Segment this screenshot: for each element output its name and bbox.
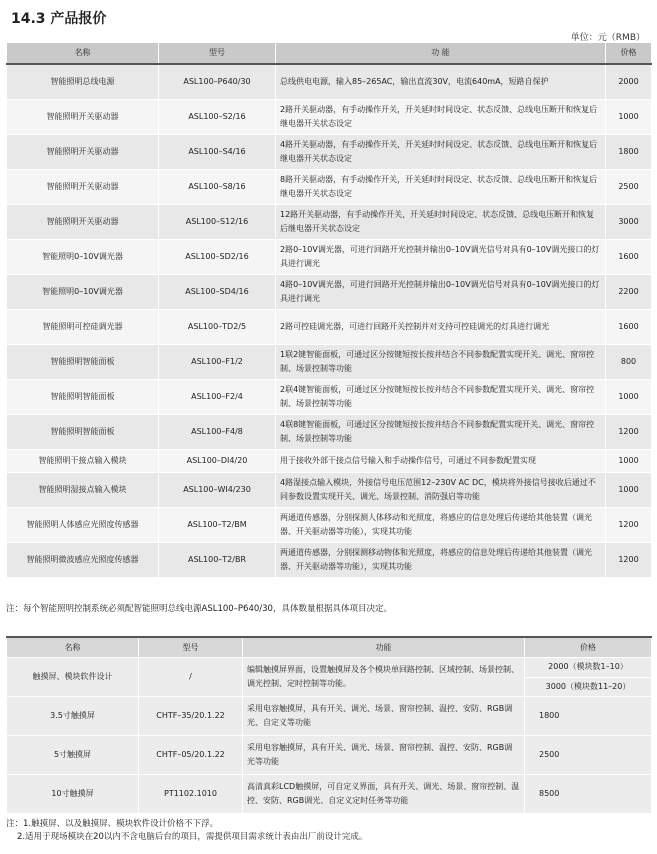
cell-name: 智能照明湿接点输入模块: [7, 473, 159, 508]
cell-function: 2路可控硅调光器，可进行回路开关控制并对支持可控硅调光的灯具进行调光: [276, 310, 606, 345]
cell-name: 智能照明可控硅调光器: [7, 310, 159, 345]
header-function: 功 能: [276, 43, 606, 65]
cell-model: ASL100–S12/16: [159, 205, 276, 240]
table-row: [7, 135, 652, 170]
cell-price: 2500: [525, 736, 652, 775]
cell-model: ASL100–S2/16: [159, 100, 276, 135]
price-table-lighting: [6, 42, 652, 578]
cell-name: 智能照明智能面板: [7, 345, 159, 380]
cell-model: ASL100–P640/30: [159, 64, 276, 100]
cell-model: ASL100–T2/BM: [159, 508, 276, 543]
cell-name: 智能照明开关驱动器: [7, 170, 159, 205]
header-name: 名称: [7, 43, 159, 65]
cell-name: 触摸屏、模块软件设计: [7, 658, 139, 697]
cell-price: 2000: [606, 64, 652, 100]
cell-name: 智能照明智能面板: [7, 415, 159, 450]
cell-function: 采用电容触摸屏，具有开关、调光、场景、窗帘控制、温控、安防、RGB调光、自定义等功能: [243, 697, 525, 736]
cell-price: 1600: [606, 310, 652, 345]
cell-name: 智能照明智能面板: [7, 380, 159, 415]
cell-price: 2000（模块数1–10）: [525, 658, 652, 678]
header-name: 名称: [7, 637, 139, 658]
cell-price: 1600: [606, 240, 652, 275]
cell-model: ASL100–SD4/16: [159, 275, 276, 310]
cell-model: ASL100–F2/4: [159, 380, 276, 415]
cell-price: 800: [606, 345, 652, 380]
table-row: [7, 775, 652, 814]
cell-model: ASL100–DI4/20: [159, 450, 276, 473]
cell-model: PT1102.1010: [139, 775, 243, 814]
table-row: [7, 736, 652, 775]
cell-model: /: [139, 658, 243, 697]
cell-price: 3000: [606, 205, 652, 240]
cell-name: 智能照明开关驱动器: [7, 100, 159, 135]
cell-function: 8路开关驱动器，有手动操作开关，开关延时时间设定、状态反馈、总线电压断开和恢复后继电器开关状态设定: [276, 170, 606, 205]
cell-name: 智能照明0–10V调光器: [7, 275, 159, 310]
cell-name: 智能照明0–10V调光器: [7, 240, 159, 275]
cell-price: 1200: [606, 543, 652, 578]
cell-price: 1200: [606, 508, 652, 543]
table-row: [7, 310, 652, 345]
cell-price: 1200: [606, 415, 652, 450]
cell-price: 1000: [606, 473, 652, 508]
cell-function: 2联4键智能面板，可通过区分按键短按长按并结合不同参数配置实现开关、调光、窗帘控制、场景控制等功能: [276, 380, 606, 415]
cell-function: 用于接收外部干接点信号输入和手动操作信号，可通过不同参数配置实现: [276, 450, 606, 473]
header-function: 功能: [243, 637, 525, 658]
note-touchscreen: [6, 818, 367, 844]
cell-price: 8500: [525, 775, 652, 814]
cell-model: CHTF–35/20.1.22: [139, 697, 243, 736]
table-row: [7, 543, 652, 578]
cell-function: 总线供电电源，输入85–265AC，输出直流30V，电流640mA，短路自保护: [276, 64, 606, 100]
section-title: 14.3 产品报价: [11, 11, 107, 27]
cell-name: 3.5寸触摸屏: [7, 697, 139, 736]
table-row: [7, 415, 652, 450]
cell-model: ASL100–S8/16: [159, 170, 276, 205]
cell-name: 智能照明微波感应光照度传感器: [7, 543, 159, 578]
cell-function: 采用电容触摸屏，具有开关、调光、场景、窗帘控制、温控、安防、RGB调光等功能: [243, 736, 525, 775]
table-row: [7, 240, 652, 275]
cell-model: ASL100–S4/16: [159, 135, 276, 170]
cell-name: 智能照明开关驱动器: [7, 205, 159, 240]
table-row: [7, 658, 652, 678]
table-row: [7, 473, 652, 508]
cell-name: 智能照明开关驱动器: [7, 135, 159, 170]
table1-body: [7, 64, 652, 578]
table-row: [7, 170, 652, 205]
currency-unit: 单位：元（RMB）: [570, 33, 645, 43]
table-row: [7, 697, 652, 736]
cell-function: 4联8键智能面板，可通过区分按键短按长按并结合不同参数配置实现开关、调光、窗帘控制、场景控制等功能: [276, 415, 606, 450]
cell-price: 1000: [606, 380, 652, 415]
cell-price: 1000: [606, 450, 652, 473]
cell-model: ASL100–F4/8: [159, 415, 276, 450]
cell-name: 智能照明总线电源: [7, 64, 159, 100]
cell-function: 4路0–10V调光器，可进行回路开光控制并输出0–10V调光信号对具有0–10V调光接口的灯具进行调光: [276, 275, 606, 310]
cell-function: 编辑触摸屏界面，设置触摸屏及各个模块单回路控制、区域控制、场景控制、调光控制、定时控制等功能。: [243, 658, 525, 697]
table-row: [7, 64, 652, 100]
cell-price: 3000（模块数11–20）: [525, 677, 652, 697]
cell-model: ASL100–F1/2: [159, 345, 276, 380]
cell-model: ASL100–WI4/230: [159, 473, 276, 508]
price-table-touchscreen: [6, 636, 652, 814]
cell-function: 1联2键智能面板，可通过区分按键短按长按并结合不同参数配置实现开关、调光、窗帘控制、场景控制等功能: [276, 345, 606, 380]
cell-model: ASL100–T2/BR: [159, 543, 276, 578]
cell-function: 两通道传感器，分别探测人体移动和光照度，将感应的信息处理后传递给其他装置（调光器、开关驱动器等功能），实现其功能: [276, 508, 606, 543]
table-row: [7, 508, 652, 543]
note-line-1: 注：1.触摸屏、以及触摸屏、模块软件设计价格不下浮。: [6, 819, 219, 829]
note-line-2: 2.适用于现场模块在20以内不含电脑后台的项目，需提供项目需求统计表由出厂前设计完成。: [17, 832, 368, 842]
cell-function: 2路0–10V调光器，可进行回路开光控制并输出0–10V调光信号对具有0–10V调光接口的灯具进行调光: [276, 240, 606, 275]
cell-model: ASL100–SD2/16: [159, 240, 276, 275]
header-price: 价格: [606, 43, 652, 65]
cell-name: 智能照明人体感应光照度传感器: [7, 508, 159, 543]
table-row: [7, 450, 652, 473]
cell-function: 2路开关驱动器，有手动操作开关，开关延时时间设定、状态反馈、总线电压断开和恢复后继电器开关状态设定: [276, 100, 606, 135]
cell-price: 2200: [606, 275, 652, 310]
cell-name: 5寸触摸屏: [7, 736, 139, 775]
cell-function: 12路开关驱动器，有手动操作开关，开关延时时间设定、状态反馈、总线电压断开和恢复后继电器开关状态设定: [276, 205, 606, 240]
cell-name: 智能照明干接点输入模块: [7, 450, 159, 473]
cell-price: 1800: [606, 135, 652, 170]
header-model: 型号: [139, 637, 243, 658]
cell-function: 两通道传感器，分别探测移动物体和光照度，将感应的信息处理后传递给其他装置（调光器、开关驱动器等功能），实现其功能: [276, 543, 606, 578]
cell-function: 4路开关驱动器，有手动操作开关，开关延时时间设定、状态反馈、总线电压断开和恢复后继电器开关状态设定: [276, 135, 606, 170]
table-row: [7, 345, 652, 380]
cell-model: ASL100–TD2/5: [159, 310, 276, 345]
cell-price: 1000: [606, 100, 652, 135]
table-row: [7, 100, 652, 135]
table-row: [7, 275, 652, 310]
cell-price: 1800: [525, 697, 652, 736]
cell-price: 2500: [606, 170, 652, 205]
table-row: [7, 205, 652, 240]
cell-function: 4路湿接点输入模块，外接信号电压范围12–230V AC DC，模块将外接信号接收后通过不同参数设置实现开关、调光、场景控制、消防强启等功能: [276, 473, 606, 508]
note-power-supply: 注：每个智能照明控制系统必须配智能照明总线电源ASL100–P640/30，具体数量根据具体项目决定。: [6, 604, 392, 614]
cell-function: 高清真彩LCD触摸屏，可自定义界面，具有开关、调光、场景、窗帘控制、温控、安防、RGB调光、自定义定时任务等功能: [243, 775, 525, 814]
cell-name: 10寸触摸屏: [7, 775, 139, 814]
header-price: 价格: [525, 637, 652, 658]
cell-model: CHTF–05/20.1.22: [139, 736, 243, 775]
header-model: 型号: [159, 43, 276, 65]
table-row: [7, 380, 652, 415]
